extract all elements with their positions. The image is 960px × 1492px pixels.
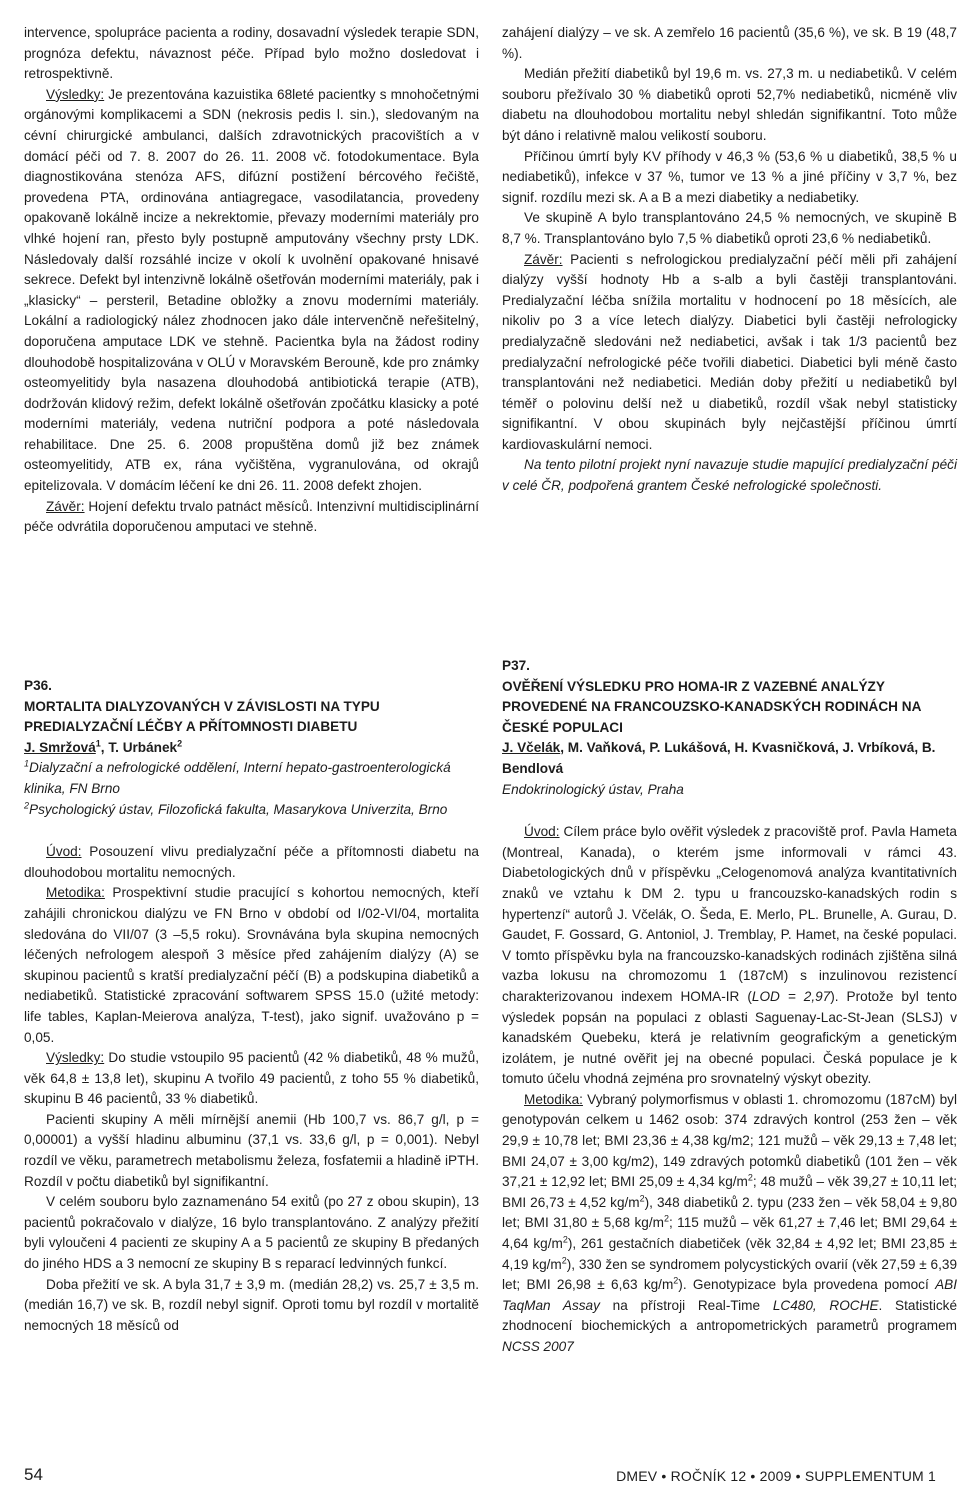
- lod-value: LOD = 2,97: [751, 988, 831, 1004]
- conclusion-paragraph: [502, 250, 957, 456]
- superscript: 2: [747, 1172, 753, 1183]
- abstract-p36: [24, 676, 479, 1336]
- superscript: 2: [673, 1275, 679, 1286]
- paragraph-text: Prospektivní studie pracující s kohortou nemocných, kteří zahájili chronickou dialýzu ve FN Brno v období od I/02-VI/04, mortalita sledována do VII/07 (3 –5,5 roku). Srovnávána byla skupina nemocných léčených nefrologem alespoň 3 měsíce před zahájením dialýzy (A) se skupinou pacientů s kratší predialyzační péčí (B) a podskupina diabetiků a nediabetiků. Statistické zpracování softwarem SPSS 15.0 (užité metody: life tables, Kaplan-Meierova analýza, T-test), jako signif. uvažováno p = 0,05.: [24, 885, 479, 1045]
- section-label: Výsledky:: [46, 86, 105, 102]
- paragraph-text: Vybraný polymorfismus v oblasti 1. chromozomu (187cM) byl genotypován celkem u 1462 osob: 374 zdravých kontrol (253 žen – věk 29,9 ± 10,78 let; BMI 23,36 ± 4,38 kg/m2; 121 mužů – věk 29,13 ± 7,48 let; BMI 24,07 ± 3,00 kg/m2), 149 zdravých potomků diabetiků (101 žen – věk 37,21 ± 12,92 let; BMI 25,09 ± 4,34 kg/m: [502, 1091, 957, 1190]
- paragraph-text: ), 330 žen se syndromem polycystických ovarií (věk 27,59 ± 6,39 let; BMI 26,98 ± 6,63 kg/m: [502, 1256, 957, 1293]
- methods-paragraph: [502, 1090, 957, 1358]
- section-label: Závěr:: [524, 251, 563, 267]
- superscript: 2: [561, 1255, 567, 1266]
- conclusion-paragraph: [24, 497, 479, 538]
- author-sup: 1: [95, 738, 101, 749]
- paragraph-text: Pacienti s nefrologickou predialyzační péčí měli při zahájení dialýzy vyšší hodnoty Hb a s-alb a byli častěji transplantováni. Predialyzační léčba snížila mortalitu v hodnocení po 18 měsících, ale nikoliv po 3 a více letech dialýzy. Diabetici byli častěji nefrologicky predialyzačně sledováni než nediabetici, avšak i tak 1/3 pacientů bez predialyzační nefrologické péče tvořili diabetici. Diabetici byli méně často transplantováni než nediabetici. Medián doby přežití u nediabetiků byl téměř o polovinu delší než u diabetiků, rozdíl však nebyl statisticky signifikantní. V obou skupinách byly nejčastější příčinou úmrtí kardiovaskulární nemoci.: [502, 251, 957, 452]
- paragraph: V celém souboru bylo zaznamenáno 54 exitů (po 27 z obou skupin), 13 pacientů pokračovalo v dialýze, 16 bylo transplantováno. Z analýzy přežití byli vyloučeni 4 pacienti ze skupiny A a 5 pacientů ze skupiny B předaných do jiného HDS a 3 nemocní ze skupiny B s reparací ledvinných funkcí.: [24, 1194, 479, 1272]
- device-name: LC480, ROCHE: [772, 1297, 879, 1313]
- paragraph: Ve skupině A bylo transplantováno 24,5 % nemocných, ve skupině B 8,7 %. Transplantováno bylo 7,5 % diabetiků oproti 23,6 % nediabetiků.: [502, 210, 957, 246]
- page-number: 54: [24, 1465, 43, 1484]
- paragraph: intervence, spolupráce pacienta a rodiny, dosavadní výsledek terapie SDN, prognóza defektu, návaznost péče. Případ bylo možno dosledovat i retrospektivně.: [24, 25, 479, 82]
- section-label: Metodika:: [524, 1091, 583, 1107]
- aff-text: Psychologický ústav, Filozofická fakulta, Masarykova Univerzita, Brno: [29, 801, 448, 817]
- paragraph-text: Hojení defektu trvalo patnáct měsíců. Intenzivní multidisciplinární péče odvrátila doporučenou amputaci ve stehně.: [24, 498, 479, 535]
- aff-sup: 1: [24, 758, 30, 769]
- method-name: ABI TaqMan Assay: [502, 1277, 957, 1313]
- abstract-authors: [24, 738, 479, 759]
- left-column-top: [24, 23, 479, 538]
- abstract-number: P37.: [502, 658, 530, 673]
- aff-text: Dialyzační a nefrologické oddělení, Interní hepato-gastroenterologická klinika, FN Brno: [24, 760, 451, 796]
- abstract-p37: [502, 656, 957, 1358]
- paragraph-text: ), 261 gestačních diabetiček (věk 32,84 ± 4,92 let; BMI 23,85 ± 4,19 kg/m: [502, 1236, 957, 1272]
- abstract-number: P36.: [24, 678, 52, 693]
- paragraph-text: ). Genotypizace byla provedena pomocí: [678, 1277, 936, 1293]
- paragraph: Příčinou úmrtí byly KV příhody v 46,3 % (53,6 % u diabetiků, 38,5 % u nediabetiků), infekce v 37 %, tumor ve 13 % a jiné příčiny v 3,7 %, bez signif. rozdílu mezi sk. A a B a mezi diabetiky a nediabetiky.: [502, 148, 957, 205]
- affiliation: [24, 758, 479, 799]
- paragraph-text: . Statistické zhodnocení biochemických a antropometrických parametrů programem: [502, 1297, 957, 1334]
- superscript: 2: [639, 1193, 645, 1204]
- paragraph: Doba přežití ve sk. A byla 31,7 ± 3,9 m. (medián 28,2) vs. 25,7 ± 3,5 m. (medián 16,7) ve sk. B, rozdíl nebyl signif. Oproti tomu byl rozdíl v mortalitě nemocných 18 měsíců od: [24, 1276, 479, 1333]
- intro-paragraph: [24, 842, 479, 883]
- abstract-title: OVĚŘENÍ VÝSLEDKU PRO HOMA-IR Z VAZEBNÉ ANALÝZY PROVEDENÉ NA FRANCOUZSKO-KANADSKÝCH RODINÁCH NA ČESKÉ POPULACI: [502, 678, 921, 735]
- author-sup: 2: [177, 738, 183, 749]
- superscript: 2: [663, 1213, 669, 1224]
- intro-paragraph: [502, 822, 957, 1090]
- paragraph-text: Je prezentována kazuistika 68leté pacientky s mnohočetnými orgánovými komplikacemi a SDN (nekrosis pedis l. sin.), sledovaným na cévní chirurgické ambulanci, dalších zdravotnických pracovištích a v domácí péči od 7. 8. 2007 do 26. 11. 2008 vč. fotodokumentace. Byla diagnostikována stenóza AFS, difúzní postižení bércového řečiště, provedena PTA, ordinována antiagregace, vasodilatancia, provedeny opakovaně lokálně incize a nekrektomie, převazy moderními materiály pro vlhké hojení ran, přesto byly postupně amputovány všechny prsty LDK. Následovaly další rozsáhlé incize v okolí k uvolnění opakované hnisavé sekrece. Defekt byl intenzivně lokálně ošetřován moderními materiály, pak i „klasicky“ – persteril, Betadine obložky a znovu moderními materiály. Lokální a radiologický nález zhodnocen jako dále intervenčně neřešitelný, doporučena amputace LDK ve stehně. Pacientka byla na žádost rodiny dlouhodobě hospitalizována v OLÚ v Moravském Berouně, kde pro známky osteomyelitidy byla nasazena dlouhodobá antibiotická terapie (ATB), dodržován klidový režim, defekt lokálně ošetřován zpočátku klasicky a poté moderními materiály, vedena nutriční podpora a poté následovala rehabilitace. Dne 25. 6. 2008 propuštěna domů již bez známek osteomyelitidy, ATB ex, rána vyčištěna, vygranulována, od okrajů epitelizovala. V domácím léčení ke dni 26. 11. 2008 defekt zhojen.: [24, 86, 479, 494]
- affiliation: Endokrinologický ústav, Praha: [502, 781, 684, 797]
- section-label: Závěr:: [46, 498, 85, 514]
- software-name: NCSS 2007: [502, 1339, 574, 1354]
- paragraph-text: ; 115 mužů – věk 61,27 ± 7,46 let; BMI 29,64 ± 4,64 kg/m: [502, 1215, 957, 1252]
- paragraph: Na tento pilotní projekt nyní navazuje studie mapující predialyzační péči v celé ČR, podpořená grantem České nefrologické společnosti.: [502, 457, 957, 494]
- superscript: 2: [562, 1234, 568, 1245]
- paragraph-text: Do studie vstoupilo 95 pacientů (42 % diabetiků, 48 % mužů, věk 64,8 ± 13,8 let), skupinu A tvořilo 49 pacientů, z toho 55 % diabetiků, skupinu B 46 pacientů, 33 % diabetiků.: [24, 1050, 479, 1107]
- results-paragraph: [24, 85, 479, 497]
- author-name: , M. Vaňková, P. Lukášová, H. Kvasničková, J. Vrbíková, B. Bendlová: [502, 740, 936, 776]
- affiliation: [24, 800, 479, 821]
- paragraph-text: Posouzení vlivu predialyzační péče a přítomnosti diabetu na dlouhodobou mortalitu nemocných.: [24, 844, 479, 880]
- author-name: J. Smržová: [24, 739, 96, 755]
- section-label: Metodika:: [46, 885, 105, 901]
- section-label: Úvod:: [524, 824, 560, 840]
- section-label: Úvod:: [46, 844, 82, 860]
- aff-sup: 2: [24, 800, 30, 811]
- author-name: J. Včelák: [502, 740, 561, 756]
- paragraph: zahájení dialýzy – ve sk. A zemřelo 16 pacientů (35,6 %), ve sk. B 19 (48,7 %).: [502, 25, 957, 61]
- paragraph: Medián přežití diabetiků byl 19,6 m. vs. 27,3 m. u nediabetiků. V celém souboru přežívalo 30 % diabetiků oproti 52,7% nediabetiků, nicméně vliv diabetu na dlouhodobou mortalitu nebyl shledán signifikantní. Toto může být dáno i relativně malou velikostí souboru.: [502, 66, 957, 143]
- abstract-title: MORTALITA DIALYZOVANÝCH V ZÁVISLOSTI NA TYPU PREDIALYZAČNÍ LÉČBY A PŘÍTOMNOSTI DIABETU: [24, 698, 380, 735]
- paragraph-text: na přístroji Real-Time: [599, 1297, 773, 1313]
- author-name: , T. Urbánek: [100, 739, 178, 755]
- paragraph-text: Cílem práce bylo ověřit výsledek z pracoviště prof. Pavla Hameta (Montreal, Kanada), o kterém jsme informovali v rámci 43. Diabetologických dnů v příspěvku „Celogenomová analýza kvantitativních znaků ve vztahu k DM 2. typu u francouzsko-kanadských rodin s hypertenzí“ autorů J. Včelák, O. Šeda, E. Merlo, PL. Brunelle, A. Gurau, D. Gaudet, F. Gossard, G. Antoniol, J. Tremblay, P. Hamet, na české populaci. V tomto příspěvku byla na francouzsko-kanadských rodinách zjištěna silná vazba lokusu na chromozomu 1 (187cM) s inzulinovou rezistencí charakterizovanou indexem HOMA-IR (: [502, 824, 957, 1004]
- section-label: Výsledky:: [46, 1050, 105, 1066]
- paragraph-text: ). Protože byl tento výsledek popsán na populaci z oblasti Saguenay-Lac-St-Jean (SLSJ) v kanadském Quebeku, která je relativním geografickým a genetickým izolátem, je nutné ověřit jej na obecné populaci. Česká populace je k tomuto účelu vhodná zejména pro srovnatelný výskyt obezity.: [502, 988, 957, 1087]
- results-paragraph: [24, 1048, 479, 1110]
- right-column-top: [502, 23, 957, 497]
- paragraph: Pacienti skupiny A měli mírnější anemii (Hb 100,7 vs. 86,7 g/l, p = 0,00001) a vyšší hladinu albuminu (37,1 vs. 33,6 g/l, p = 0,001). Nebyl rozdíl ve věku, parametrech metabolismu železa, fosfatemii a hladině iPTH. Rozdíl v počtu diabetiků byl signifikantní.: [24, 1111, 479, 1189]
- journal-footer: DMEV • ROČNÍK 12 • 2009 • SUPPLEMENTUM 1: [616, 1468, 936, 1484]
- abstract-authors: [502, 738, 957, 779]
- paragraph-text: ), 348 diabetiků 2. typu (233 žen – věk 58,04 ± 9,80 let; BMI 31,80 ± 5,68 kg/m: [502, 1194, 958, 1231]
- paragraph-text: ; 48 mužů – věk 39,27 ± 10,11 let; BMI 26,73 ± 4,52 kg/m: [502, 1174, 958, 1210]
- methods-paragraph: [24, 883, 479, 1048]
